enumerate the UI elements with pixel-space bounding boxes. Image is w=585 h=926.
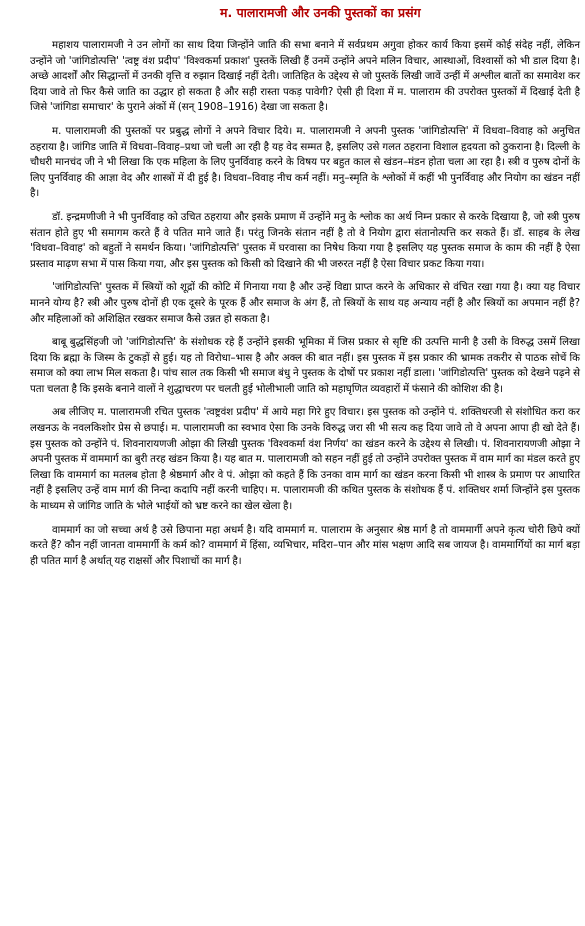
paragraph-4: 'जांगिडोत्पत्ति' पुस्तक में स्त्रियों को शूद्रों की कोटि में गिनाया गया है और उन्हें विद्या प्राप्त करने के अधिकार से वंचित रखा गया है। क्या यह विचार मानने योग्य है? स्त्री और पुरुष दोनों ही एक दूसरे के पूरक हैं और समाज के अंग हैं, तो स्त्रियों के साथ यह अन्याय नहीं है और स्त्रियों का अपमान नहीं है? और महिलाओं को अशिक्षित रखकर समाज कैसे उन्नत हो सकता है।	[30, 282, 580, 325]
paragraph-7: वाममार्ग का जो सच्चा अर्थ है उसे छिपाना महा अधर्म है। यदि वाममार्ग म. पालाराम के अनुसार श्रेष्ठ मार्ग है तो वाममार्गी अपने कृत्य चोरी छिपे क्यों करते हैं? कौन नहीं जानता वाममार्गी के कर्म को? वाममार्ग में हिंसा, व्यभिचार, मदिरा–पान और मांस भक्षण आदि सब जायज है। वाममार्गियों का मार्ग बड़ा ही पतित मार्ग है अर्थात् यह राक्षसों और पिशाचों का मार्ग है।	[30, 524, 580, 567]
paragraph-2: म. पालारामजी की पुस्तकों पर प्रबुद्ध लोगों ने अपने विचार दिये। म. पालारामजी ने अपनी पुस्तक 'जांगिडोत्पत्ति' में विधवा–विवाह को अनुचित ठहराया है। जांगिड जाति में विधवा–विवाह–प्रथा जो चली आ रही है यह वेद सम्मत है, इसलिए उसे गलत ठहराना विशाल हृदयता को ठुकराना है। दिल्ली के चौधरी मानचंद जी ने भी लिखा कि एक महिला के लिए पुनर्विवाह करने के विषय पर बहुत काल से खंडन–मंडन होता चला आ रहा है। स्त्री व पुरुष दोनों के लिए पुनर्विवाह की आज्ञा वेद और शास्त्रों में दी हुई है। विधवा–विवाह नीच कर्म नहीं। मनु–स्मृति के श्लोकों में कहीं भी पुनर्विवाह और नियोग का खंडन नहीं है।	[30, 125, 580, 200]
page-title: म. पालारामजी और उनकी पुस्तकों का प्रसंग	[220, 5, 421, 20]
paragraph-6: अब लीजिए म. पालारामजी रचित पुस्तक 'त्वष्ट्रवंश प्रदीप' में आये महा गिरे हुए विचार। इस पुस्तक को उन्होंने पं. शक्तिधरजी से संशोधित करा कर लखनऊ के नवलकिशोर प्रेस से छपाई। म. पालारामजी का स्वभाव ऐसा कि उनके विरुद्ध जरा सी भी सत्य कह दिया जावे तो वे अपना आपा ही खो देते हैं। इस पुस्तक को उन्होंने पं. शिवनारायणजी ओझा की लिखी पुस्तक 'विश्वकर्मा वंश निर्णय' का खंडन करने के उद्देश्य से लिखी। पं. शिवनारायणजी ओझा ने अपनी पुस्तक में वाममार्ग का बुरी तरह खंडन किया है। यह बात म. पालारामजी को सहन नहीं हुई तो उन्होंने उपरोक्त पुस्तक में वाम मार्ग का मंडल करते हुए लिखा कि वाममार्ग का मतलब होता है श्रेष्ठमार्ग और वे पं. ओझा को कहते हैं कि उनका वाम मार्ग का खंडन करना किसी भी शास्त्र के प्रमाण पर आधारित नहीं है इसलिए उन्हें वाम मार्ग की निन्दा कदापि नहीं करनी चाहिए। म. पालारामजी की कथित पुस्तक के संशोधक हैं पं. शक्तिधर शर्मा जिन्होंने इस पुस्तक के माध्यम से जांगिड जाति के भोले भाईयों को भ्रष्ट करने का खेल खेला है।	[30, 407, 580, 513]
paragraph-3: डॉ. इन्द्रमणीजी ने भी पुनर्विवाह को उचित ठहराया और इसके प्रमाण में उन्होंने मनु के श्लोक का अर्थ निम्न प्रकार से करके दिखाया है, जो स्त्री पुरुष संतान होते हुए भी समागम करते हैं वे पतित माने जाते हैं। परंतु जिनके संतान नहीं है तो वे नियोग द्वारा संतानोत्पत्ति कर सकते हैं। डॉ. साहब के लेख 'विधवा–विवाह' को बहुतों ने समर्थन किया। 'जांगिडोत्पत्ति' पुस्तक में घरवासा का निषेध किया गया है इसलिए यह पुस्तक समाज के काम की नहीं है ऐसा प्रस्ताव माढ़ण सभा में पास किया गया, और इस पुस्तक को किसी को दिखाने की भी जरुरत नहीं है ऐसा विचार प्रकट किया गया।	[30, 211, 580, 270]
paragraph-1: महाशय पालारामजी ने उन लोगों का साथ दिया जिन्होंने जाति की सभा बनाने में सर्वप्रथम अगुवा होकर कार्य किया इसमें कोई संदेह नहीं, लेकिन उन्होंने जो 'जांगिडोत्पत्ति' 'त्वष्ट्र वंश प्रदीप' 'विश्वकर्मा प्रकाश' पुस्तकें लिखी हैं उनमें उन्होंने अपने मलिन विचार, आस्थाओं, विश्वासों को भी डाल दिया है। अच्छे आदर्शों और सिद्धान्तों में उनकी वृत्ति व रुझान दिखाई नहीं देती। जातिहित के उद्देश्य से जो पुस्तकें लिखी जावें उन्हीं में अश्लील बातों का समावेश कर दिया जावे तो फिर कैसे जाति का उद्धार हो सकता है और सही रास्ता पकड़ पावेगी? ऐसी ही दिशा में म. पालाराम की उपरोक्त पुस्तकों में दिखाई देती है जिसे 'जांगिडा समाचार' के पुराने अंकों में (सन् 1908–1916) देखा जा सकता है।	[30, 40, 580, 114]
paragraph-5: बाबू बुद्धसिंहजी जो 'जांगिडोत्पत्ति' के संशोधक रहे हैं उन्होंने इसकी भूमिका में जिस प्रकार से सृष्टि की उत्पत्ति मानी है उसी के विरुद्ध उसमें लिखा दिया कि ब्रह्मा के जिस्म के टुकड़ों से हुई। यह तो विरोधा–भास है और अक्ल की बात नहीं। इस पुस्तक में इस प्रकार की भ्रामक तकरीर से पाठक सोचें कि समाज को क्या लाभ मिल सकता है। पांच साल तक किसी भी समाज बंधु ने पुस्तक के दोषों पर प्रकाश नहीं डाला। 'जांगिडोत्पत्ति' पुस्तक को देखने पढ़ने से पता चलता है कि इसके बनाने वालों ने शुद्धाचरण पर चलती हुई भोलीभाली जाति को महाघृणित व्यवहारों में फंसाने की कोशिश की है।	[30, 337, 580, 395]
